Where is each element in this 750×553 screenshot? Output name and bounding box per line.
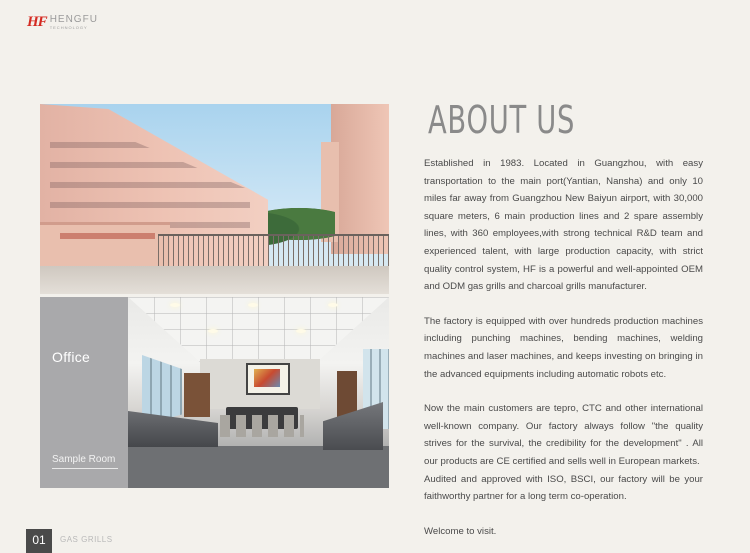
building-right-block (331, 104, 389, 254)
company-sign (60, 233, 155, 239)
logo-subtitle: TECHNOLOGY (49, 25, 88, 30)
logo-mark: HF (27, 14, 47, 30)
sample-room-label: Sample Room (52, 454, 116, 465)
logo-name: HENGFU (49, 14, 98, 25)
ceiling (128, 297, 389, 363)
ceiling-lamp (296, 329, 306, 333)
brand-logo (27, 14, 98, 31)
factory-building-photo (40, 104, 389, 294)
ground (40, 266, 389, 294)
paragraph-certification: Audited and approved with ISO, BSCI, our factory will be your faithworthy partner for a long term co-operation. (424, 473, 703, 503)
wooden-cabinet (184, 373, 210, 417)
projected-image (254, 369, 280, 387)
paragraph-welcome: Welcome to visit. (424, 525, 497, 537)
office-photo (40, 297, 389, 488)
projection-screen (246, 363, 290, 395)
ceiling-lamp (248, 303, 258, 307)
entrance-wall (40, 222, 170, 270)
meeting-chairs (220, 415, 304, 437)
carpet-floor (128, 446, 389, 488)
logo-wordmark (50, 15, 98, 30)
page-title: ABOUT US (428, 98, 576, 142)
paragraph-customers: Now the main customers are tepro, CTC and other international well-known company. Our factory always follow "the quality strives for the survival, the credibility for the development" . All our products are CE certified and sells well in European markets. (424, 403, 703, 467)
footer-label: GAS GRILLS (60, 535, 113, 544)
office-label: Office (52, 349, 91, 365)
paragraph-history: Established in 1983. Located in Guangzhou, with easy transportation to the main port(Yantian, Nansha) and only 10 miles far away from Guangzhou New Baiyun airport, with 30,000 square meters, 6 main production lines and 2 spare assembly lines, with 360 employees,with strong technical R&D team and experienced talent, with large production capacity, with strict quality control system, HF is a powerful and well-appointed OEM and ODM gas grills and charcoal grills manufacturer. (424, 158, 703, 293)
office-caption-panel (40, 297, 128, 488)
caption-divider (52, 468, 118, 469)
office-room-image (128, 297, 389, 488)
ceiling-lamp (170, 303, 180, 307)
page-number: 01 (26, 529, 52, 553)
about-text (424, 155, 703, 540)
paragraph-equipment: The factory is equipped with over hundreds production machines including punching machines, bending machines, welding machines and laser machines, and keeps investing on bringing in the advanced equipments including automatic robots etc. (424, 315, 703, 380)
ceiling-lamp (208, 329, 218, 333)
ceiling-lamp (328, 303, 338, 307)
